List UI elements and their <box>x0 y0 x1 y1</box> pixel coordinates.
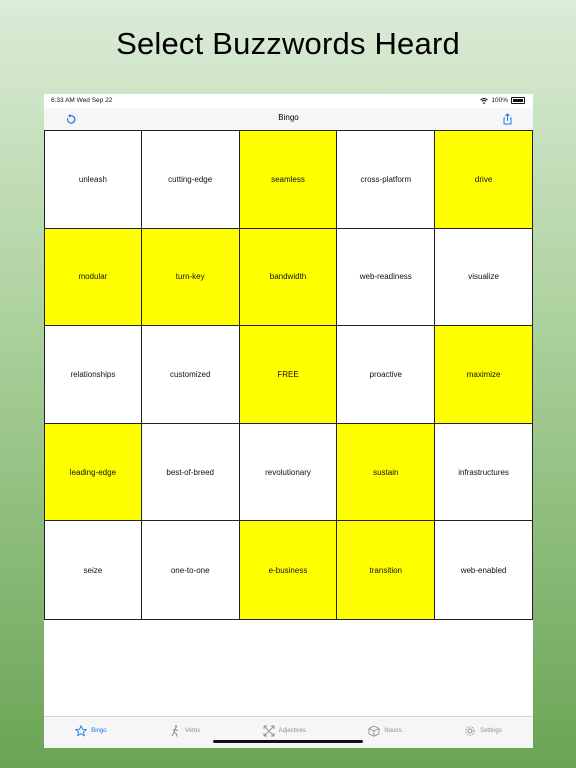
bingo-cell[interactable]: maximize <box>435 326 533 424</box>
battery-percent: 100% <box>491 97 508 104</box>
bingo-cell[interactable]: visualize <box>435 229 533 327</box>
bingo-cell[interactable]: sustain <box>337 424 435 522</box>
status-time: 6:33 AM Wed Sep 22 <box>51 97 113 104</box>
page-headline: Select Buzzwords Heard <box>116 26 460 61</box>
bingo-cell[interactable]: infrastructures <box>435 424 533 522</box>
expand-arrows-icon <box>263 725 275 737</box>
status-indicators <box>480 97 525 104</box>
tab-nouns[interactable] <box>368 725 401 737</box>
nav-title: Bingo <box>278 113 299 122</box>
bingo-cell[interactable]: seamless <box>240 131 338 229</box>
share-icon <box>502 113 513 125</box>
tab-label: Bingo <box>91 728 107 734</box>
status-bar <box>44 94 533 108</box>
tab-verbs[interactable] <box>169 725 200 737</box>
home-indicator <box>213 740 363 743</box>
wifi-icon <box>480 98 488 104</box>
tab-settings[interactable] <box>464 725 502 737</box>
bingo-grid <box>44 130 533 620</box>
app-window <box>44 94 533 748</box>
bingo-cell[interactable]: unleash <box>44 131 142 229</box>
bingo-cell[interactable]: cross-platform <box>337 131 435 229</box>
bingo-cell[interactable]: best-of-breed <box>142 424 240 522</box>
tab-label: Adjectives <box>278 728 306 734</box>
tab-bingo[interactable] <box>75 725 106 737</box>
bingo-cell[interactable]: relationships <box>44 326 142 424</box>
tab-bar <box>44 716 533 748</box>
navigation-bar <box>44 108 533 131</box>
bingo-cell[interactable]: turn-key <box>142 229 240 327</box>
star-icon <box>75 725 87 737</box>
bingo-cell[interactable]: modular <box>44 229 142 327</box>
cube-icon <box>368 725 380 737</box>
gear-icon <box>464 725 476 737</box>
bingo-cell[interactable]: one-to-one <box>142 521 240 619</box>
bingo-cell[interactable]: leading-edge <box>44 424 142 522</box>
bingo-cell[interactable]: FREE <box>240 326 338 424</box>
bingo-cell[interactable]: web-readiness <box>337 229 435 327</box>
tab-label: Settings <box>480 728 502 734</box>
tab-adjectives[interactable] <box>263 725 306 737</box>
bingo-cell[interactable]: customized <box>142 326 240 424</box>
battery-icon <box>511 97 525 104</box>
bingo-cell[interactable]: transition <box>337 521 435 619</box>
bingo-cell[interactable]: revolutionary <box>240 424 338 522</box>
bingo-cell[interactable]: e-business <box>240 521 338 619</box>
bingo-cell[interactable]: bandwidth <box>240 229 338 327</box>
bingo-cell[interactable]: seize <box>44 521 142 619</box>
tab-label: Nouns <box>384 728 402 734</box>
walking-person-icon <box>169 725 181 737</box>
tab-label: Verbs <box>184 728 201 734</box>
share-button[interactable] <box>500 112 514 126</box>
bingo-cell[interactable]: web-enabled <box>435 521 533 619</box>
bingo-cell[interactable]: drive <box>435 131 533 229</box>
bingo-cell[interactable]: proactive <box>337 326 435 424</box>
bingo-cell[interactable]: cutting-edge <box>142 131 240 229</box>
